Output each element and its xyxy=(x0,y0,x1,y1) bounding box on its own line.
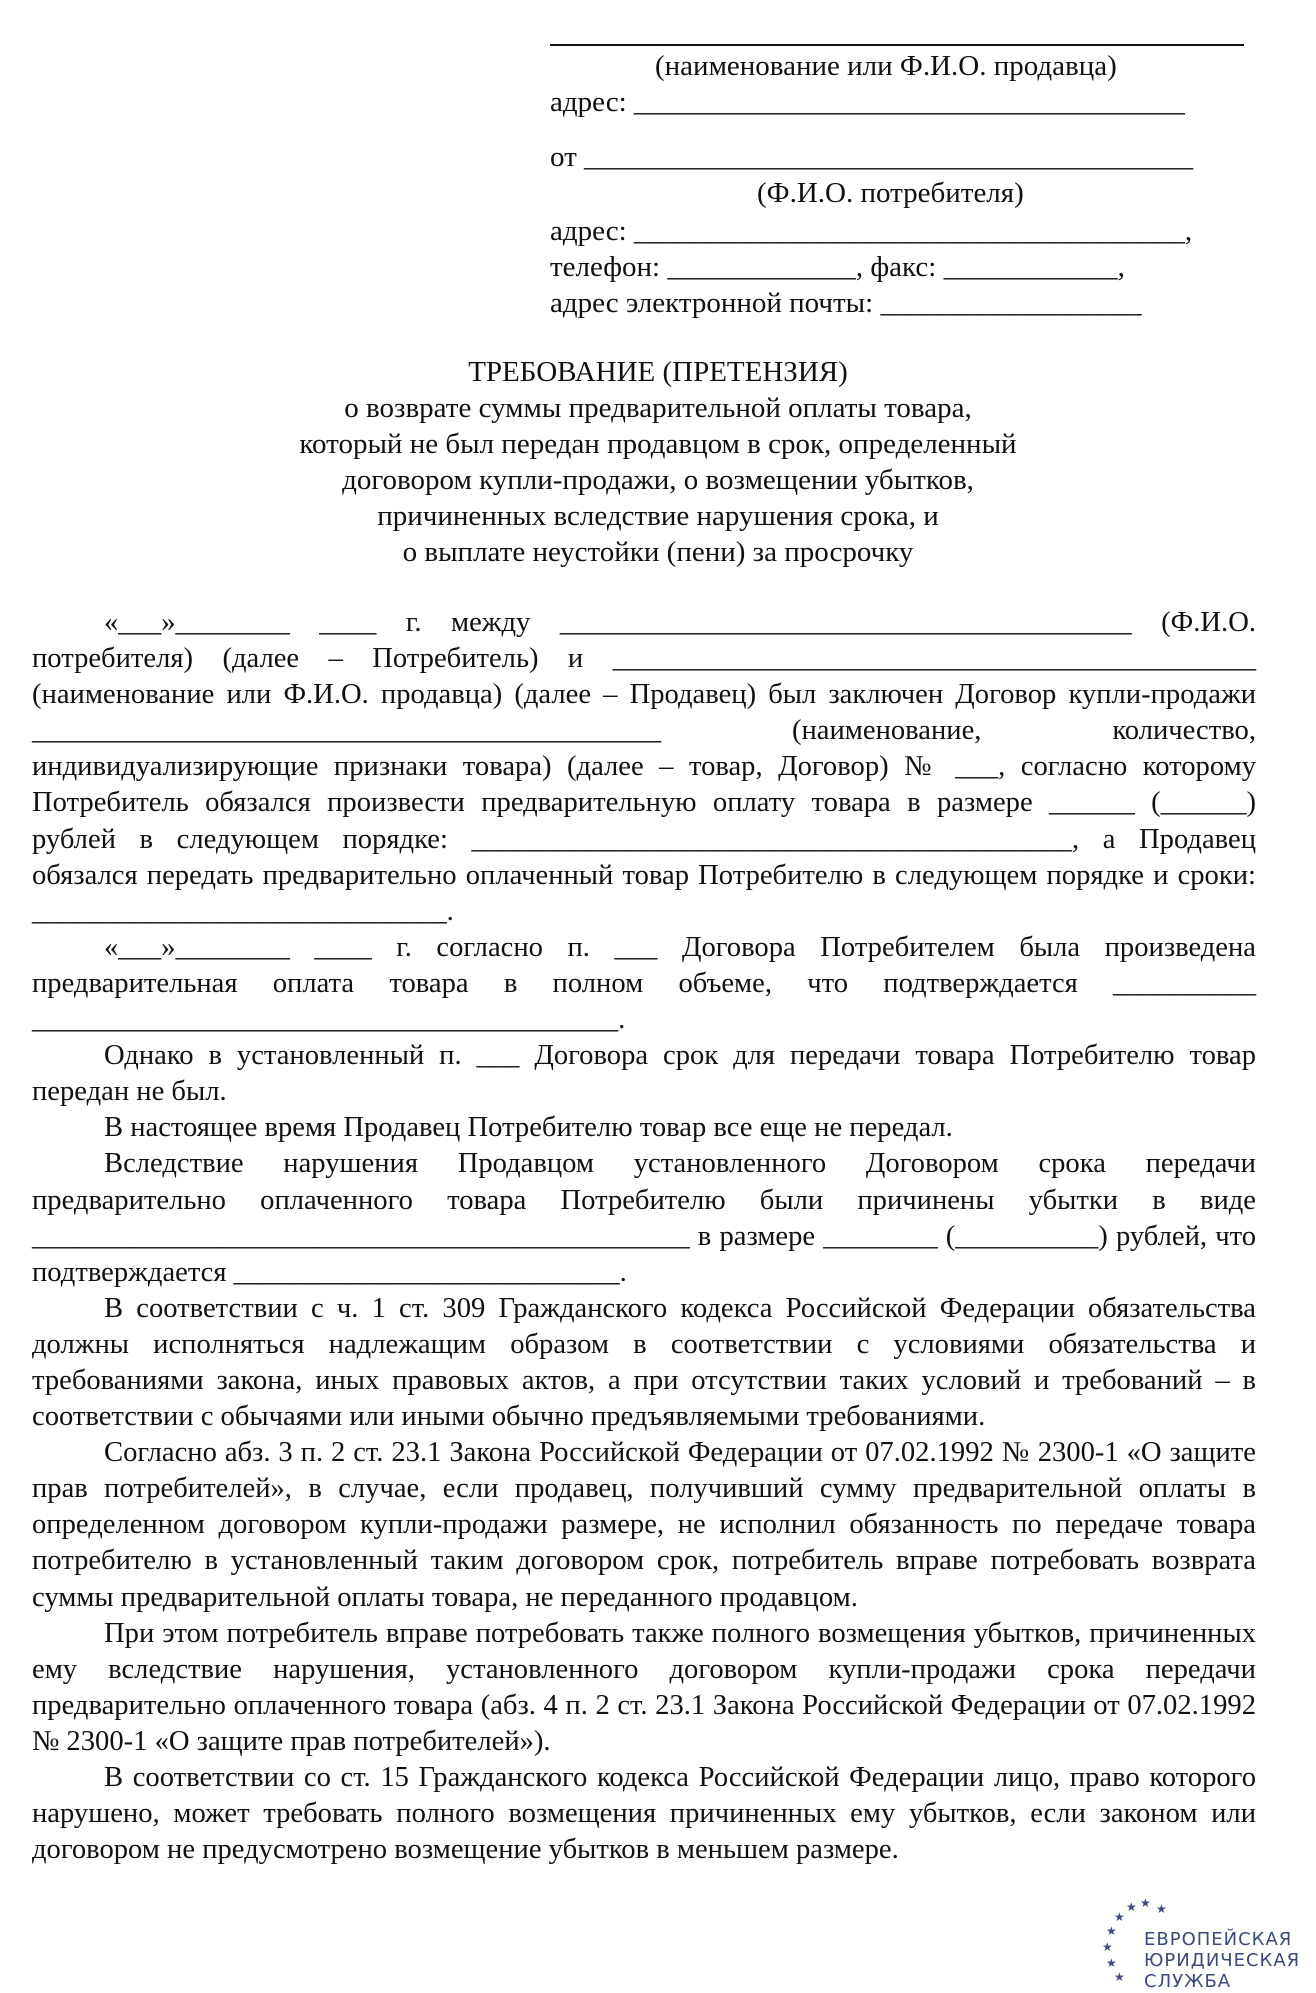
paragraph-losses: Вследствие нарушения Продавцом установленного Договором срока передачи предварительно оплаченного товара Потребителю были причинены убытки в виде ______________________________________________ в размере ________ (__________) рублей, что подтверждается ___________________________. xyxy=(32,1148,1256,1288)
paragraph-not-delivered: Однако в установленный п. ___ Договора срок для передачи товара Потребителю товар передан не был. xyxy=(32,1040,1256,1108)
title-line-3: договором купли-продажи, о возмещении убытков, xyxy=(342,464,974,496)
consumer-caption: (Ф.И.О. потребителя) xyxy=(757,177,1024,209)
logo-line-2: ЮРИДИЧЕСКАЯ xyxy=(1144,1950,1301,1971)
paragraph-prepayment: «___»________ ____ г. согласно п. ___ Договора Потребителем была произведена предварительная оплата товара в полном объеме, что подтверждается __________ _________________________________________. xyxy=(32,931,1256,1036)
svg-text:★: ★ xyxy=(1102,1940,1113,1954)
svg-text:★: ★ xyxy=(1126,1900,1137,1914)
logo-text xyxy=(1144,1929,1300,1992)
consumer-address-line: адрес: ______________________________________, xyxy=(550,215,1193,247)
title-line-1: о возврате суммы предварительной оплаты товара, xyxy=(344,392,972,424)
svg-text:★: ★ xyxy=(1114,1910,1125,1924)
title-line-5: о выплате неустойки (пени) за просрочку xyxy=(402,536,914,568)
company-logo xyxy=(1100,1895,1310,1993)
seller-address-line: адрес: ______________________________________ xyxy=(550,86,1185,118)
paragraph-civil-code-309: В соответствии с ч. 1 ст. 309 Гражданского кодекса Российской Федерации обязательства должны исполняться надлежащим образом в соответствии с условиями обязательства и требованиями закона, иных правовых актов, а при отсутствии таких условий и требований – в соответствии с обычаями или иными обычно предъявляемыми требованиями. xyxy=(32,1292,1256,1433)
svg-text:★: ★ xyxy=(1106,1924,1117,1938)
claim-body xyxy=(32,605,1256,1868)
seller-name-line xyxy=(550,44,1244,46)
email-line: адрес электронной почты: __________________ xyxy=(550,287,1142,319)
logo-line-1: ЕВРОПЕЙСКАЯ xyxy=(1144,1929,1293,1950)
paragraph-contract: «___»________ ____ г. между ________________________________________ (Ф.И.О. потребителя) (далее – Потребитель) и _____________________________________________ (наименование или Ф.И.О. продавца) (далее – Продавец) был заключен Договор купли-продажи ____________________________________________ (наименование, количество, индивидуализирующие признаки товара) (далее – товар, Договор) № ___, согласно которому Потребитель обязался произвести предварительную оплату товара в размере ______ (______) рублей в следующем порядке: __________________________________________, а Продавец обязался передать предварительно оплаченный товар Потребителю в следующем порядке и сроки: _____________________________. xyxy=(32,607,1256,927)
consumer-name-line: от __________________________________________ xyxy=(550,141,1194,173)
paragraph-still-not-delivered: В настоящее время Продавец Потребителю товар все еще не передал. xyxy=(104,1112,953,1144)
svg-text:★: ★ xyxy=(1114,1970,1125,1984)
document-title: ТРЕБОВАНИЕ (ПРЕТЕНЗИЯ) xyxy=(468,356,848,388)
title-line-4: причиненных вследствие нарушения срока, и xyxy=(377,500,939,532)
paragraph-consumer-law-23-1: Согласно абз. 3 п. 2 ст. 23.1 Закона Российской Федерации от 07.02.1992 № 2300-1 «О защите прав потребителей», в случае, если продавец, получивший сумму предварительной оплаты в определенном договором купли-продажи размере, не исполнил обязанность по передаче товара потребителю в установленный таким договором срок, потребитель вправе потребовать возврата суммы предварительной оплаты товара, не переданного продавцом. xyxy=(32,1437,1256,1613)
svg-text:★: ★ xyxy=(1140,1896,1151,1910)
logo-line-3: СЛУЖБА xyxy=(1144,1971,1232,1992)
paragraph-civil-code-15: В соответствии со ст. 15 Гражданского кодекса Российской Федерации лицо, право которого нарушено, может требовать полного возмещения причиненных ему убытков, если законом или договором не предусмотрено возмещение убытков в меньшем размере. xyxy=(32,1762,1256,1866)
phone-fax-line: телефон: _____________, факс: ____________, xyxy=(550,251,1125,283)
paragraph-damages: При этом потребитель вправе потребовать также полного возмещения убытков, причиненных ему вследствие нарушения, установленного договором купли-продажи срока передачи предварительно оплаченного товара (абз. 4 п. 2 ст. 23.1 Закона Российской Федерации от 07.02.1992 № 2300-1 «О защите прав потребителей»). xyxy=(32,1617,1256,1757)
svg-text:★: ★ xyxy=(1156,1902,1167,1916)
title-line-2: который не был передан продавцом в срок, определенный xyxy=(299,428,1017,460)
seller-caption: (наименование или Ф.И.О. продавца) xyxy=(655,50,1117,82)
svg-text:★: ★ xyxy=(1106,1956,1117,1970)
